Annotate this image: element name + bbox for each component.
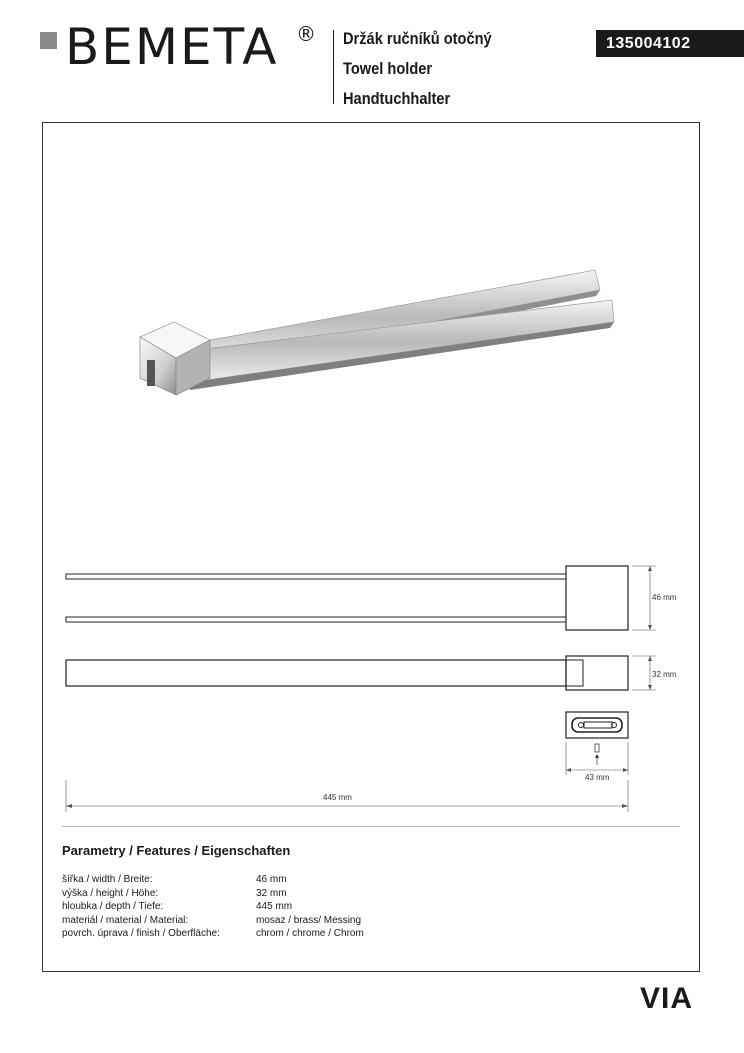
feature-value: chrom / chrome / Chrom — [256, 928, 364, 939]
feature-value: 32 mm — [256, 887, 287, 899]
table-row — [62, 900, 364, 914]
feature-value: mosaz / brass/ Messing — [256, 914, 362, 926]
series-name: VIA — [640, 982, 694, 1015]
feature-label: šířka / width / Breite: — [62, 874, 153, 885]
feature-value: 445 mm — [256, 901, 293, 912]
dim-base-label: 43 mm — [585, 773, 610, 782]
table-row — [62, 914, 364, 928]
brand-name: BEMETA — [65, 18, 279, 76]
features-heading: Parametry / Features / Eigenschaften — [62, 843, 291, 858]
side-view — [66, 656, 677, 690]
dim-length-label: 445 mm — [323, 793, 352, 802]
dim-depth-label: 32 mm — [652, 670, 677, 679]
registered-mark: ® — [296, 22, 316, 46]
dim-height-label: 46 mm — [652, 593, 677, 602]
feature-label: výška / height / Höhe: — [62, 887, 159, 899]
product-code-badge: 135004102 — [596, 30, 744, 57]
length-dimension — [66, 780, 628, 812]
features-table — [62, 873, 364, 941]
features-separator — [62, 826, 680, 827]
feature-value: 46 mm — [256, 874, 287, 885]
table-row — [62, 873, 364, 887]
base-plate-view — [566, 712, 628, 782]
feature-label: hloubka / depth / Tiefe: — [62, 901, 164, 912]
title-de: Handtuchhalter — [343, 89, 451, 108]
table-row — [62, 927, 364, 941]
feature-label: povrch. úprava / finish / Oberfläche: — [62, 928, 220, 939]
title-en: Towel holder — [343, 59, 433, 78]
product-image — [140, 270, 614, 395]
feature-label: materiál / material / Material: — [62, 914, 189, 926]
table-row — [62, 887, 364, 901]
top-view — [66, 566, 677, 630]
title-cz: Držák ručníků otočný — [343, 29, 492, 48]
